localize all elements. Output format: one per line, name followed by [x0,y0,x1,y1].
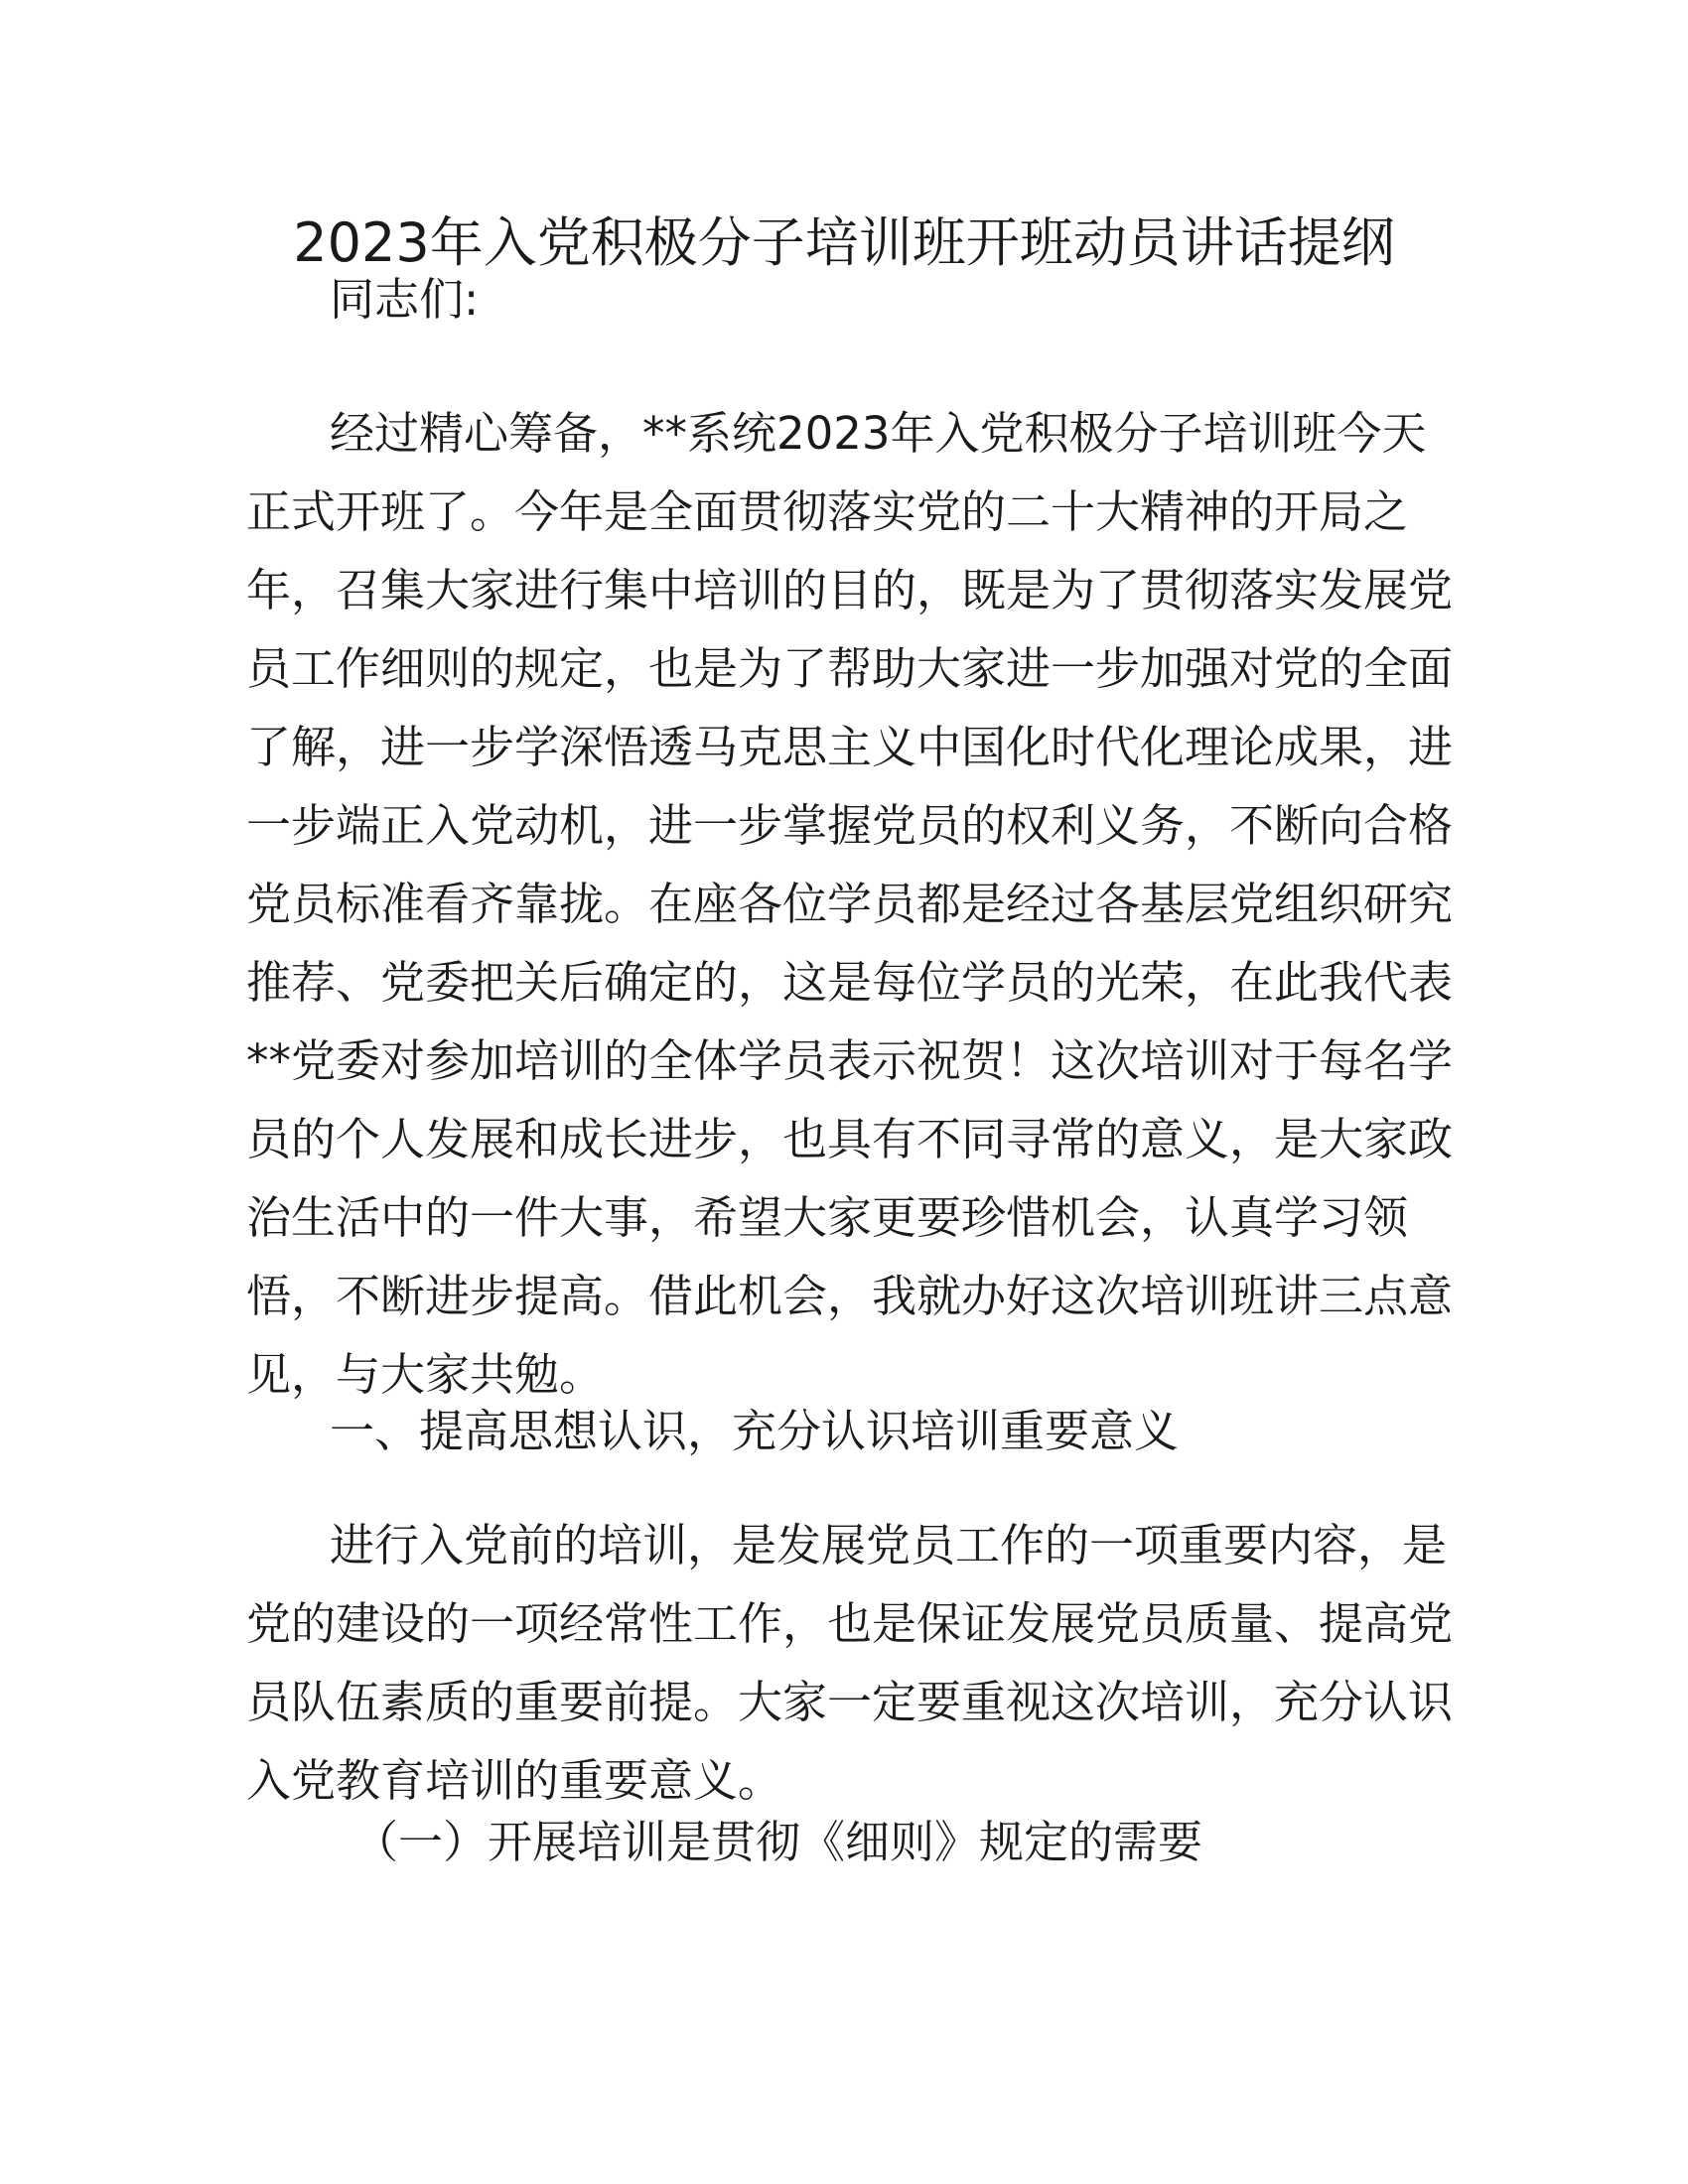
paragraph-line: 治生活中的一件大事，希望大家更要珍惜机会，认真学习领 [246,1191,1409,1244]
paragraph-line: 党员标准看齐靠拢。在座各位学员都是经过各基层党组织研究 [246,878,1454,930]
paragraph-line: 一步端正入党动机，进一步掌握党员的权利义务，不断向合格 [246,799,1454,852]
paragraph-line: 进行入党前的培训，是发展党员工作的一项重要内容，是 [330,1519,1448,1571]
paragraph-line: 了解，进一步学深悟透马克思主义中国化时代化理论成果，进 [246,721,1454,773]
document-title: 2023年入党积极分子培训班开班动员讲话提纲 [293,211,1395,274]
paragraph-1 [246,394,1454,1414]
paragraph-line: 悟，不断进步提高。借此机会，我就办好这次培训班讲三点意 [246,1270,1454,1322]
paragraph-line: 员队伍素质的重要前提。大家一定要重视这次培训，充分认识 [246,1676,1454,1728]
paragraph-line: 年，召集大家进行集中培训的目的，既是为了贯彻落实发展党 [246,564,1454,616]
paragraph-line: 员工作细则的规定，也是为了帮助大家进一步加强对党的全面 [246,642,1454,695]
paragraph-line: 正式开班了。今年是全面贯彻落实党的二十大精神的开局之 [246,485,1409,538]
paragraph-line: 经过精心筹备，**系统2023年入党积极分子培训班今天 [330,407,1427,460]
section-heading-1: 一、提高思想认识，充分认识培训重要意义 [330,1405,1180,1457]
paragraph-2 [246,1506,1454,1820]
paragraph-line: 入党教育培训的重要意义。 [246,1754,783,1807]
paragraph-line: 见，与大家共勉。 [246,1348,605,1401]
paragraph-line: 推荐、党委把关后确定的，这是每位学员的光荣，在此我代表 [246,956,1454,1009]
salutation: 同志们: [330,273,480,326]
subsection-heading-1: （一）开展培训是贯彻《细则》规定的需要 [353,1816,1203,1868]
paragraph-line: **党委对参加培训的全体学员表示祝贺！这次培训对于每名学 [246,1034,1454,1087]
paragraph-line: 党的建设的一项经常性工作，也是保证发展党员质量、提高党 [246,1597,1454,1650]
paragraph-line: 员的个人发展和成长进步，也具有不同寻常的意义，是大家政 [246,1113,1454,1165]
